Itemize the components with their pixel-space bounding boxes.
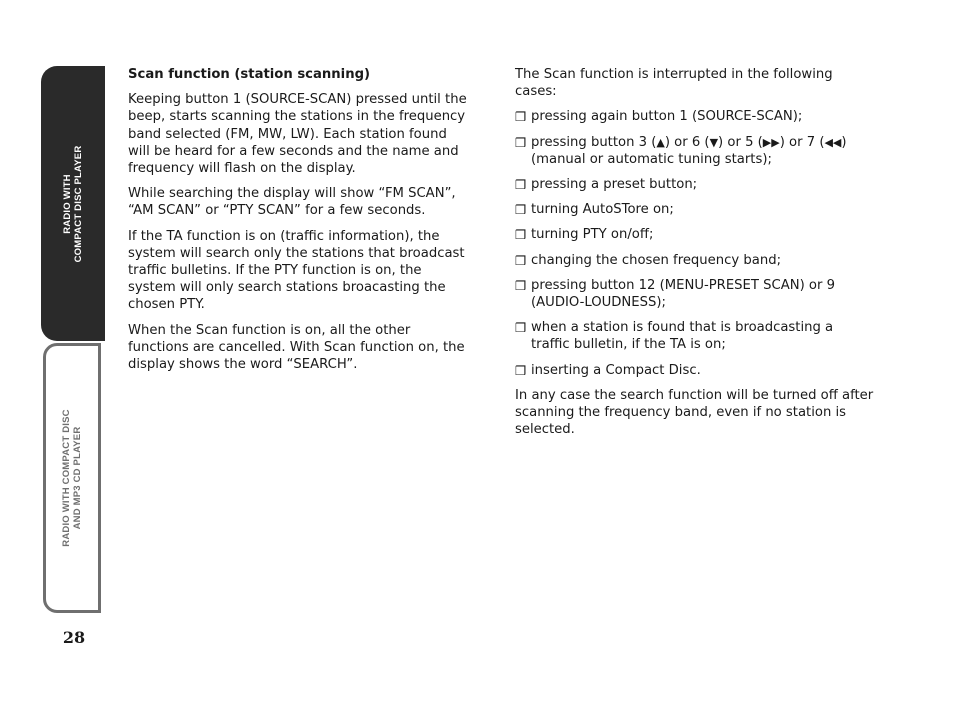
side-tab-line-2: AND MP3 CD PLAYER [72, 426, 83, 530]
right-column [515, 66, 875, 446]
list-item [515, 201, 875, 218]
text-fragment: ) or 5 ( [718, 134, 763, 150]
checkbox-bullet-icon: ❒ [515, 134, 527, 150]
side-tab-line-1: RADIO WITH COMPACT DISC [61, 409, 72, 547]
paragraph: Keeping button 1 (SOURCE-SCAN) pressed until the beep, starts scanning the stations in the frequency band selected (FM, MW, LW). Each station found will be heard for a few seconds and the name and frequency will flash on the display. [128, 92, 467, 177]
list-item-text: turning PTY on/off; [531, 227, 654, 243]
list-item [515, 176, 875, 193]
paragraph: While searching the display will show “FM SCAN”, “AM SCAN” or “PTY SCAN” for a few seconds. [128, 186, 456, 219]
left-column [128, 66, 468, 381]
list-item-text: when a station is found that is broadcasting a traffic bulletin, if the TA is on; [531, 320, 834, 353]
list-item [515, 134, 875, 168]
checkbox-bullet-icon: ❒ [515, 202, 527, 218]
text-fragment: ) or 6 ( [664, 134, 710, 150]
paragraph: When the Scan function is on, all the other functions are cancelled. With Scan function on, the display shows the word “SEARCH”. [128, 322, 465, 373]
checkbox-bullet-icon: ❒ [515, 277, 527, 293]
closing-paragraph: In any case the search function will be turned off after scanning the frequency band, even if no station is selected. [515, 387, 874, 438]
text-fragment: pressing button 3 ( [531, 134, 657, 150]
list-item [515, 277, 875, 311]
list-item-text: pressing a preset button; [531, 177, 698, 193]
list-item [515, 108, 875, 125]
text-fragment: ) or 7 ( [779, 134, 825, 150]
section-heading: Scan function (station scanning) [128, 67, 371, 82]
arrow-down-icon: ▼ [709, 135, 719, 149]
list-intro: The Scan function is interrupted in the following cases: [515, 67, 833, 100]
checkbox-bullet-icon: ❒ [515, 362, 527, 378]
page-number: 28 [62, 628, 86, 647]
list-item [515, 252, 875, 269]
side-tab-radio-mp3-label [61, 409, 83, 546]
fast-forward-icon: ▶▶ [762, 135, 780, 149]
side-tab-radio-cd-label [62, 145, 84, 262]
checkbox-bullet-icon: ❒ [515, 252, 527, 268]
checkbox-bullet-icon: ❒ [515, 109, 527, 125]
checkbox-bullet-icon: ❒ [515, 227, 527, 243]
text-fragment: ) (manual or automatic tuning starts); [531, 134, 847, 167]
list-item [515, 319, 875, 353]
list-item-text [531, 135, 847, 167]
arrow-up-icon: ▲ [656, 135, 665, 149]
list-item-text: changing the chosen frequency band; [531, 252, 782, 268]
rewind-icon: ◀◀ [824, 135, 842, 149]
side-tab-radio-mp3 [43, 343, 101, 613]
list-item-text: inserting a Compact Disc. [531, 362, 701, 378]
paragraph: If the TA function is on (traffic information), the system will search only the stations that broadcast traffic bulletins. If the PTY function is on, the system will only search stations broacasting the chosen PTY. [128, 228, 465, 313]
list-item [515, 226, 875, 243]
list-item-text: pressing button 12 (MENU-PRESET SCAN) or 9 (AUDIO-LOUDNESS); [531, 277, 836, 311]
checkbox-bullet-icon: ❒ [515, 320, 527, 336]
side-tab-line-1: RADIO WITH [62, 173, 73, 234]
list-item [515, 362, 875, 379]
list-item-text: pressing again button 1 (SOURCE-SCAN); [531, 109, 803, 125]
side-tab-line-2: COMPACT DISC PLAYER [73, 145, 84, 262]
list-item-text: turning AutoSTore on; [531, 202, 674, 218]
side-tab-radio-cd [41, 66, 105, 341]
checkbox-bullet-icon: ❒ [515, 177, 527, 193]
